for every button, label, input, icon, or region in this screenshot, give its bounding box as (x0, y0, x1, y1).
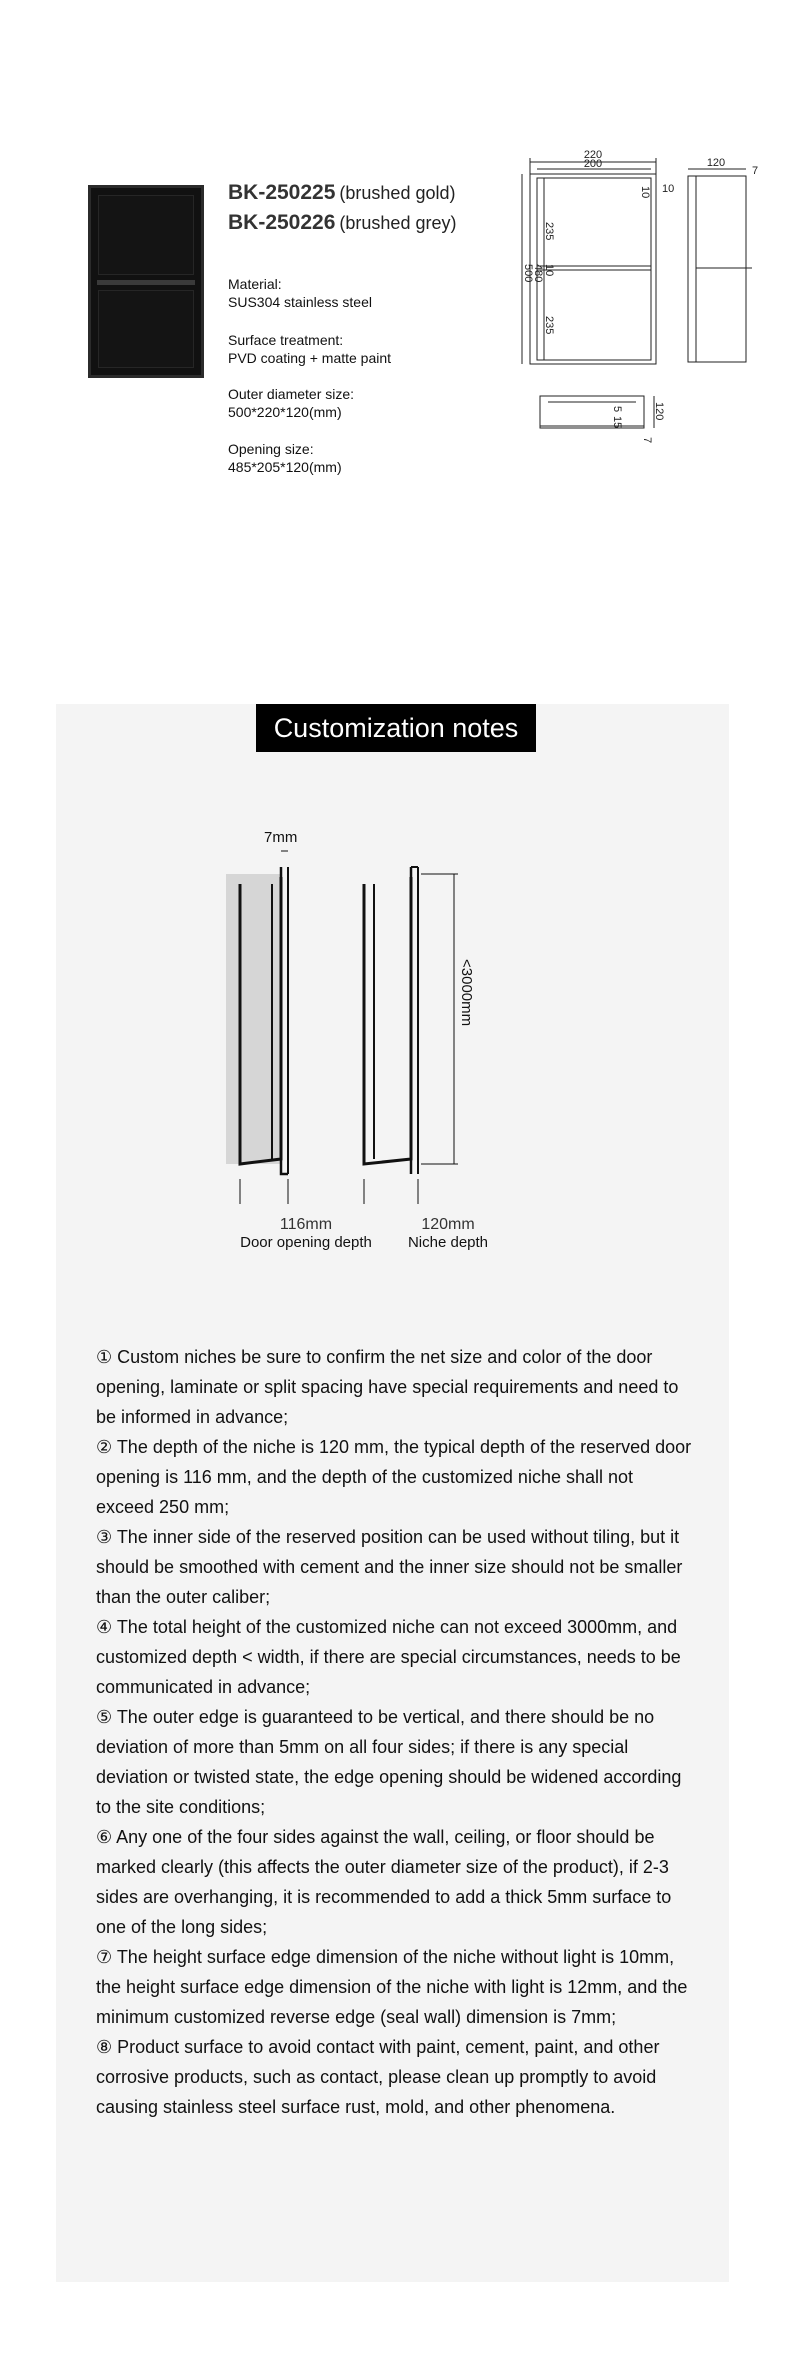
note-item: ⑦ The height surface edge dimension of the niche without light is 10mm, the height surface edge dimension of the niche with light is 12mm, and the minimum customized reverse edge (seal wall) dimension is 7mm; (96, 1947, 688, 2027)
flange-dim-text: 7mm (264, 829, 298, 846)
model-line-grey (228, 211, 456, 235)
model-code: BK-250225 (228, 181, 336, 204)
note-item: ⑥ Any one of the four sides against the wall, ceiling, or floor should be marked clearly (this affects the outer diameter size of the product), if 2-3 sides are overhanging, it is recommended to add a thick 5mm surface to one of the long sides; (96, 1827, 672, 1937)
model-line-gold (228, 181, 455, 205)
spec-opening-size (228, 440, 342, 476)
dim-text: 15 (611, 416, 623, 429)
dim-text: 235 (543, 222, 555, 241)
spec-value: 500*220*120(mm) (228, 404, 342, 420)
note-item: ② The depth of the niche is 120 mm, the typical depth of the reserved door opening is 116 mm, and the depth of the customized niche shall not exceed 250 mm; (96, 1437, 692, 1517)
dim-text: 120 (706, 157, 726, 169)
niche-lower-compartment (98, 290, 194, 368)
spec-label: Opening size: (228, 441, 314, 457)
side-view-outline (688, 176, 746, 362)
note-item: ④ The total height of the customized niche can not exceed 3000mm, and customized depth < width, if there are special circumstances, needs to be communicated in advance; (96, 1617, 681, 1697)
dim-text: 235 (543, 316, 555, 335)
spec-material (228, 275, 372, 311)
left-niche-flange (281, 867, 288, 1174)
door-depth-label: Door opening depth (240, 1234, 372, 1251)
spec-value: PVD coating + matte paint (228, 350, 392, 366)
model-finish: (brushed grey) (339, 213, 457, 233)
customization-notes (96, 1342, 696, 2122)
niche-shelf (97, 280, 195, 285)
note-item: ① Custom niches be sure to confirm the net size and color of the door opening, laminate or split spacing have special requirements and need to be informed in advance; (96, 1347, 679, 1427)
dim-text: 10 (662, 183, 675, 195)
dim-text: 480 (532, 264, 544, 283)
dim-text: 10 (543, 264, 555, 277)
spec-label: Outer diameter size: (228, 386, 355, 402)
dim-text: 5 (611, 406, 623, 413)
model-code: BK-250226 (228, 211, 336, 234)
spec-label: Surface treatment: (228, 332, 344, 348)
niche-depth-label: Niche depth (407, 1234, 489, 1251)
customization-section (56, 704, 729, 2282)
spec-value: SUS304 stainless steel (228, 294, 372, 310)
dim-text: 500 (522, 264, 534, 283)
customization-title: Customization notes (256, 704, 536, 752)
door-depth-value: 116mm (279, 1216, 333, 1233)
product-section (0, 0, 790, 700)
dim-text: 120 (653, 402, 665, 421)
dim-text: 200 (583, 158, 603, 170)
niche-upper-compartment (98, 195, 194, 275)
right-niche-body (364, 877, 411, 1164)
spec-outer-size (228, 385, 354, 421)
note-item: ③ The inner side of the reserved position can be used without tiling, but it should be smoothed with cement and the inner size should not be smaller than the outer caliber; (96, 1527, 683, 1607)
height-dim-text: <3000mm (458, 959, 475, 1027)
dim-text: 10 (639, 186, 651, 199)
dim-text: 220 (583, 149, 603, 161)
product-photo-niche (88, 185, 204, 378)
spec-surface-treatment (228, 331, 391, 367)
niche-depth-caption (388, 1216, 508, 1251)
dim-text: 7 (752, 165, 759, 177)
note-item: ⑤ The outer edge is guaranteed to be vertical, and there should be no deviation of more than 5mm on all four sides; if there is any special deviation or twisted state, the edge opening should be widened according to the site conditions; (96, 1707, 682, 1817)
bottom-view-outline (540, 396, 644, 428)
note-item: ⑧ Product surface to avoid contact with paint, cement, paint, and other corrosive products, such as contact, please clean up promptly to avoid causing stainless steel surface rust, mold, and other phenomena. (96, 2037, 660, 2117)
niche-depth-value: 120mm (421, 1216, 475, 1233)
model-finish: (brushed gold) (339, 183, 456, 203)
customization-diagram (226, 829, 596, 1204)
spec-value: 485*205*120(mm) (228, 459, 342, 475)
dim-text: 7 (641, 437, 653, 444)
spec-label: Material: (228, 276, 282, 292)
technical-drawing (520, 140, 780, 450)
door-depth-caption (206, 1216, 406, 1251)
